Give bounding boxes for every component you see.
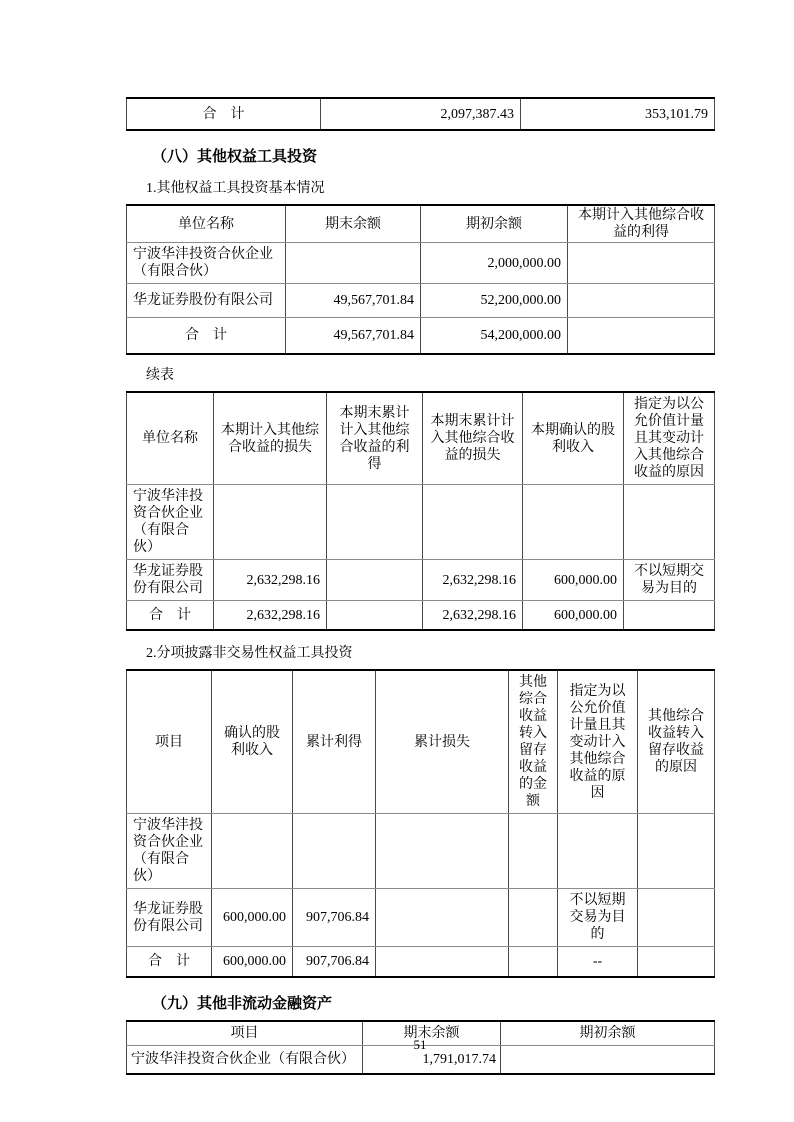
value-cell: 907,706.84 (293, 947, 376, 978)
value-cell: 907,706.84 (293, 889, 376, 947)
value-cell: 52,200,000.00 (421, 284, 568, 318)
column-header: 本期末累计计入其他综合收益的损失 (423, 392, 523, 485)
value-cell: 2,632,298.16 (214, 560, 327, 601)
section8-heading: （八）其他权益工具投资 (152, 149, 318, 165)
header-row (127, 205, 715, 243)
equity-basic-continued-table (126, 391, 715, 631)
value-cell (214, 485, 327, 560)
designation-reason-cell: 不以短期交易为目的 (558, 889, 638, 947)
total-label-cell: 合 计 (127, 601, 214, 631)
value-cell (286, 243, 421, 284)
value-cell (509, 947, 558, 978)
beginning-balance-cell: 353,101.79 (521, 98, 715, 130)
value-cell: 54,200,000.00 (421, 318, 568, 355)
entity-name-cell: 华龙证券股份有限公司 (127, 560, 214, 601)
value-cell (568, 284, 715, 318)
table-row-total (127, 601, 715, 631)
value-cell: 600,000.00 (212, 947, 293, 978)
non-trading-equity-table (126, 669, 715, 978)
column-header: 本期计入其他综合收益的利得 (568, 205, 715, 243)
value-cell (638, 814, 715, 889)
column-header: 单位名称 (127, 392, 214, 485)
column-header: 本期计入其他综合收益的损失 (214, 392, 327, 485)
entity-name-cell: 华龙证券股份有限公司 (127, 284, 286, 318)
value-cell (423, 485, 523, 560)
entity-name-cell: 宁波华沣投资合伙企业（有限合伙） (127, 485, 214, 560)
designation-reason-cell: 不以短期交易为目的 (624, 560, 715, 601)
equity-basic-table (126, 204, 715, 355)
value-cell: -- (558, 947, 638, 978)
value-cell (212, 814, 293, 889)
section8-sub1-heading: 1.其他权益工具投资基本情况 (146, 181, 325, 196)
column-header: 本期确认的股利收入 (523, 392, 624, 485)
entity-name-cell: 华龙证券股份有限公司 (127, 889, 212, 947)
value-cell (509, 814, 558, 889)
value-cell (624, 485, 715, 560)
value-cell (293, 814, 376, 889)
value-cell: 600,000.00 (212, 889, 293, 947)
table-row-total (127, 947, 715, 978)
total-label-cell: 合 计 (127, 318, 286, 355)
table-row (127, 485, 715, 560)
continued-table-label: 续表 (146, 368, 174, 383)
page-number: 51 (413, 1037, 427, 1052)
column-header: 项目 (127, 670, 212, 814)
column-header: 累计损失 (376, 670, 509, 814)
value-cell (327, 601, 423, 631)
column-header: 指定为以公允价值计量且其变动计入其他综合收益的原因 (558, 670, 638, 814)
value-cell: 49,567,701.84 (286, 284, 421, 318)
table-row (127, 284, 715, 318)
value-cell (376, 889, 509, 947)
header-row (127, 392, 715, 485)
table-row-total (127, 318, 715, 355)
ending-balance-cell: 2,097,387.43 (321, 98, 521, 130)
header-row (127, 670, 715, 814)
entity-name-cell: 宁波华沣投资合伙企业（有限合伙） (127, 243, 286, 284)
value-cell: 2,000,000.00 (421, 243, 568, 284)
value-cell (568, 318, 715, 355)
column-header: 期末余额 (363, 1021, 501, 1046)
value-cell: 2,632,298.16 (423, 560, 523, 601)
table-row-total (127, 98, 715, 130)
column-header: 累计利得 (293, 670, 376, 814)
page-content (126, 97, 714, 1075)
column-header: 指定为以公允价值计量且其变动计入其他综合收益的原因 (624, 392, 715, 485)
column-header: 其他综合收益转入留存收益的金额 (509, 670, 558, 814)
column-header: 项目 (127, 1021, 363, 1046)
column-header: 期初余额 (421, 205, 568, 243)
column-header: 期初余额 (501, 1021, 715, 1046)
entity-name-cell: 宁波华沣投资合伙企业（有限合伙） (127, 1046, 363, 1075)
section8-sub2-heading: 2.分项披露非交易性权益工具投资 (146, 646, 353, 661)
column-header: 其他综合收益转入留存收益的原因 (638, 670, 715, 814)
value-cell: 2,632,298.16 (423, 601, 523, 631)
table-row (127, 814, 715, 889)
section9-heading: （九）其他非流动金融资产 (152, 996, 333, 1012)
value-cell (376, 814, 509, 889)
value-cell (624, 601, 715, 631)
value-cell (558, 814, 638, 889)
column-header: 本期末累计计入其他综合收益的利得 (327, 392, 423, 485)
total-label-cell: 合 计 (127, 947, 212, 978)
value-cell: 600,000.00 (523, 601, 624, 631)
entity-name-cell: 宁波华沣投资合伙企业（有限合伙） (127, 814, 212, 889)
value-cell (376, 947, 509, 978)
value-cell (509, 889, 558, 947)
value-cell (523, 485, 624, 560)
value-cell (327, 560, 423, 601)
value-cell: 2,632,298.16 (214, 601, 327, 631)
table-row (127, 889, 715, 947)
value-cell (568, 243, 715, 284)
value-cell (327, 485, 423, 560)
total-label-cell: 合 计 (127, 98, 321, 130)
table-row (127, 243, 715, 284)
value-cell (638, 889, 715, 947)
column-header: 单位名称 (127, 205, 286, 243)
summary-continuation-table (126, 97, 715, 131)
value-cell: 49,567,701.84 (286, 318, 421, 355)
column-header: 期末余额 (286, 205, 421, 243)
value-cell: 600,000.00 (523, 560, 624, 601)
table-row (127, 560, 715, 601)
value-cell (638, 947, 715, 978)
value-cell: 1,791,017.74 (363, 1046, 501, 1075)
column-header: 确认的股利收入 (212, 670, 293, 814)
